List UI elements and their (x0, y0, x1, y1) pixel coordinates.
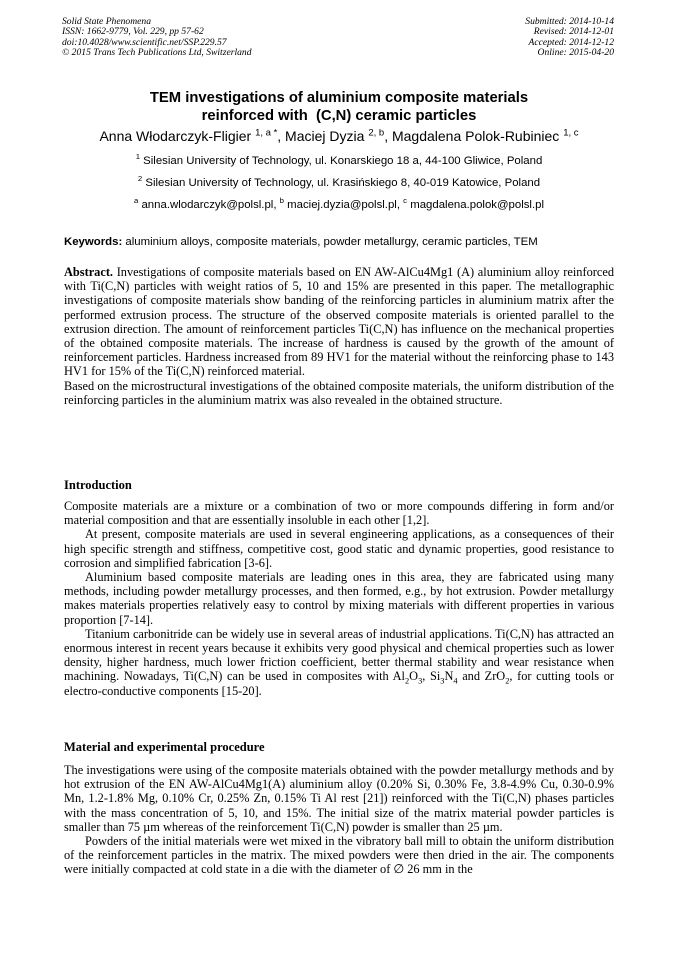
material-paragraph-2: Powders of the initial materials were wet mixed in the vibratory ball mill to obtain the uniform distribution of the reinforcement particles in the matrix. The mixed powders were then dried in the air. The components were initially compacted at cold state in a die with the diameter of ∅ 26 mm in the (64, 834, 614, 877)
header-right (525, 17, 614, 59)
copyright-line: © 2015 Trans Tech Publications Ltd, Switzerland (62, 47, 252, 59)
author-2-affiliation: 2, b (368, 127, 385, 139)
author-2: , Maciej Dyzia (277, 128, 369, 144)
accepted-date: Accepted: 2014-12-12 (528, 36, 614, 48)
issn-line: ISSN: 1662-9779, Vol. 229, pp 57-62 (62, 26, 204, 38)
title-line-2: reinforced with (C,N) ceramic particles (201, 107, 477, 124)
material-body (64, 763, 614, 877)
material-paragraph-1: The investigations were using of the composite materials obtained with the powder metallurgy methods and by hot extrusion of the EN AW-AlCu4Mg1(A) aluminium alloy (0.20% Si, 0.30% Fe, 3.8-4.9% Cu, 0.30-0.9% Mn, 1.2-1.8% Mg, 0.10% Cr, 0.25% Zn, 0.15% Ti Al rest [21]) reinforced with the Ti(C,N) phases particles with the mass concentration of 5, 10, and 15%. The initial size of the matrix material powder particles is smaller than 75 µm whereas of the reinforcement Ti(C,N) powder is smaller than 25 µm. (64, 763, 614, 834)
keywords-label: Keywords: (64, 236, 123, 248)
author-emails: $^a$ anna.wlodarczyk@polsl.pl, $^b$ maciej.dyzia@polsl.pl, $^c$ magdalena.polok@polsl.pl (134, 196, 544, 211)
header-left (62, 17, 252, 59)
revised-date: Revised: 2014-12-01 (533, 26, 614, 38)
affiliation-1: $^1$ Silesian University of Technology, ul. Konarskiego 18 a, 44-100 Gliwice, Poland (135, 152, 543, 167)
keywords (64, 236, 624, 248)
affiliation-2: $^2$ Silesian University of Technology, ul. Krasińskiego 8, 40-019 Katowice, Poland (137, 174, 541, 189)
email-a: anna.wlodarczyk@polsl.pl, (138, 199, 280, 211)
online-date: Online: 2015-04-20 (537, 47, 614, 59)
author-1-affiliation: 1, a * (255, 127, 278, 139)
intro-paragraph-1: Composite materials are a mixture or a combination of two or more compounds differing in form and/or material composition and that are essentially insoluble in each other [1,2]. (64, 499, 614, 528)
author-3-affiliation: 1, c (563, 127, 579, 139)
paper-title (0, 90, 678, 125)
author-3: , Magdalena Polok-Rubiniec (384, 128, 564, 144)
author-list (0, 128, 678, 144)
journal-name: Solid State Phenomena (62, 16, 151, 27)
keywords-text: aluminium alloys, composite materials, powder metallurgy, ceramic particles, TEM (122, 236, 538, 248)
submitted-date: Submitted: 2014-10-14 (525, 16, 614, 27)
introduction-heading: Introduction (64, 478, 132, 492)
intro-paragraph-4: Titanium carbonitride can be widely use in several areas of industrial applications. Ti(C,N) has attracted an enormous interest in recent years because it exhibits very good physical and chemical properties such as lower density, higher hardness, much lower friction coefficient, better thermal stability and wear resistance when machining. Nowadays, Ti(C,N) can be used in composites with $Al_2O_3$, $Si_3N_4$ and ZrO$_2$, for cutting tools or electro-conductive components [15-20]. (64, 626, 614, 698)
abstract-label: Abstract. (64, 265, 114, 279)
introduction-body (64, 499, 614, 698)
abstract-paragraph-2: Based on the microstructural investigations of the obtained composite materials, the uniform distribution of the reinforcing particles in the aluminium matrix was also revealed in the obtained structure. (64, 378, 614, 407)
abstract (64, 265, 614, 407)
abstract-paragraph-1: Investigations of composite materials based on EN AW-AlCu4Mg1 (A) aluminium alloy reinforced with Ti(C,N) particles with weight ratios of 5, 10 and 15% are presented in this paper. The metallographic investigations of composite materials show banding of the reinforcing particles in aluminium matrix after the performed extrusion process. The structure of the observed composite materials is oriented parallel to the extrusion direction. The amount of reinforcement particles Ti(C,N) has influence on the mechanical properties of the obtained composite materials. The increase of hardness is caused by the growth of the amount of reinforcement particles. Hardness increased from 89 HV1 for the material without the reinforcing phase to 143 HV1 for 15% of the Ti(C,N) reinforced material. (64, 265, 614, 379)
intro-paragraph-2: At present, composite materials are used in several engineering applications, as a consequences of their high specific strength and stiffness, competitive cost, good static and dynamic properties, good resistance to corrosion and simplified fabrication [3-6]. (64, 527, 614, 570)
intro-paragraph-3: Aluminium based composite materials are leading ones in this area, they are fabricated using many methods, including powder metallurgy processes, and then formed, e.g., by hot extrusion. Powder metallurgy makes materials properties relatively easy to control by mixing materials with different properties in various proportion [7-14]. (64, 570, 614, 627)
material-heading: Material and experimental procedure (64, 740, 265, 754)
author-1: Anna Włodarczyk-Fligier (99, 128, 256, 144)
title-line-1: TEM investigations of aluminium composite materials (149, 90, 529, 106)
email-b: maciej.dyzia@polsl.pl, (283, 199, 404, 211)
doi-line: doi:10.4028/www.scientific.net/SSP.229.57 (62, 36, 227, 48)
email-c: magdalena.polok@polsl.pl (407, 199, 544, 211)
